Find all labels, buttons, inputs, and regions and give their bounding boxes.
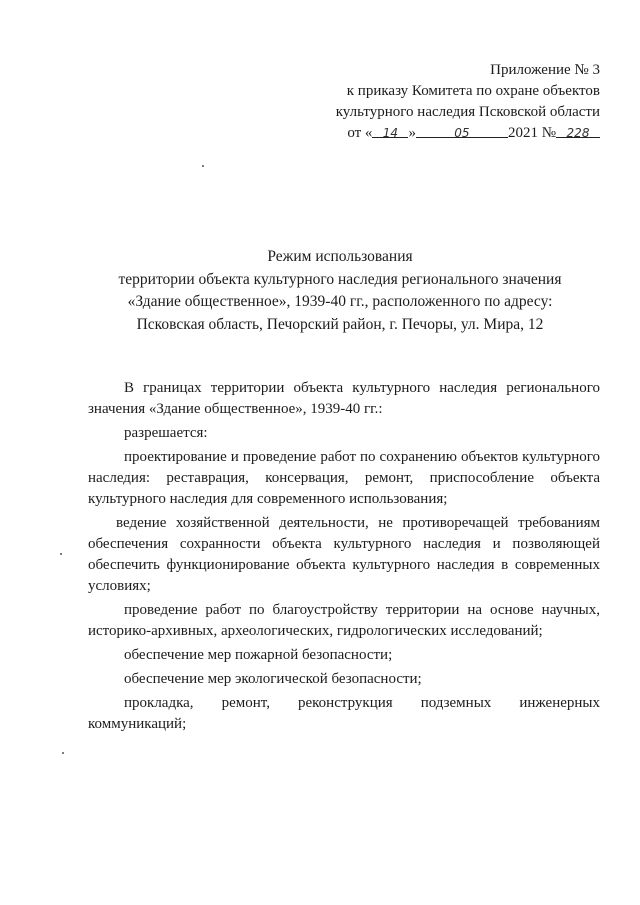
list-item: прокладка, ремонт, реконструкция подземных инженерных коммуникаций;	[88, 695, 600, 732]
title-line-4: Псковская область, Печорский район, г. Печоры, ул. Мира, 12	[136, 315, 544, 333]
permitted-heading: разрешается:	[124, 425, 208, 441]
intro-paragraph: В границах территории объекта культурного наследия регионального значения «Здание общественное», 1939-40 гг.:	[88, 380, 600, 417]
document-title	[60, 246, 620, 336]
date-month-handwritten: 05	[454, 126, 470, 140]
appendix-committee-line: культурного наследия Псковской области	[335, 104, 600, 120]
date-day-handwritten: 14	[382, 126, 399, 140]
appendix-date-line	[300, 123, 600, 144]
document-body	[88, 378, 600, 738]
title-line-2: территории объекта культурного наследия регионального значения	[118, 270, 562, 288]
order-number-handwritten: 228	[566, 126, 590, 140]
appendix-number: Приложение № 3	[490, 62, 600, 78]
date-month-blank	[416, 123, 508, 138]
order-number-blank	[556, 123, 600, 138]
date-prefix: от «	[347, 125, 373, 141]
scan-speck	[60, 553, 62, 555]
date-mid: »	[408, 125, 416, 141]
appendix-order-line: к приказу Комитета по охране объектов	[346, 83, 600, 99]
date-day-blank	[372, 123, 408, 138]
scan-speck	[62, 752, 64, 754]
scan-speck	[202, 165, 204, 167]
title-line-3: «Здание общественное», 1939-40 гг., расположенного по адресу:	[127, 293, 553, 310]
list-item: проектирование и проведение работ по сохранению объектов культурного наследия: реставрация, консервация, ремонт, приспособление объекта культурного наследия для современного использования;	[88, 449, 600, 507]
title-line-1: Режим использования	[267, 248, 413, 265]
date-year: 2021 №	[507, 125, 556, 141]
list-item: ведение хозяйственной деятельности, не противоречащей требованиям обеспечения сохранности объекта культурного наследия и позволяющей обеспечить функционирование объекта культурного наследия в современных условиях;	[88, 515, 600, 594]
appendix-header	[300, 60, 600, 144]
list-item: проведение работ по благоустройству территории на основе научных, историко-архивных, археологических, гидрологических исследований;	[88, 602, 600, 639]
list-item: обеспечение мер экологической безопасности;	[124, 671, 422, 687]
list-item: обеспечение мер пожарной безопасности;	[124, 647, 393, 663]
